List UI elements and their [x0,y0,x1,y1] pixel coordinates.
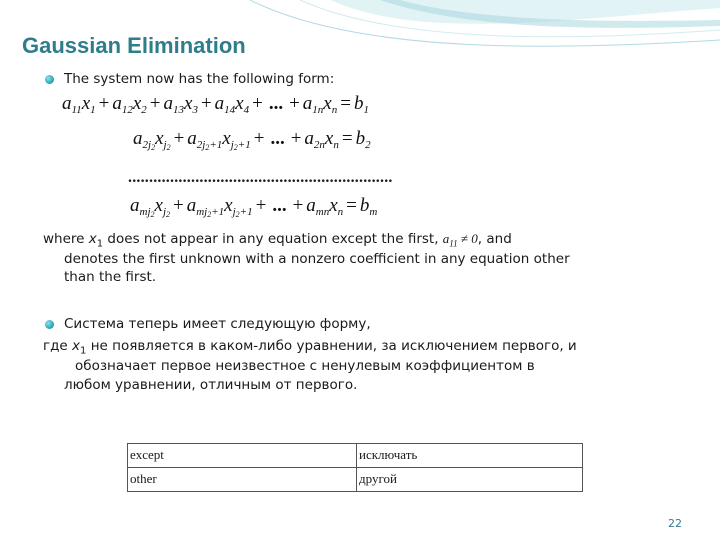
bullet-icon [45,75,54,84]
equation-row-m: $a_{mj_2}x_{j_2} + a_{mj_2+1}x_{j_2+1}$ + ... + $a_{mn}x_n = b_m$ [130,195,378,219]
equation-row-1: $a_{11}x_1 + a_{12}x_2 + a_{13}x_3 + a_{14}x_4$ + ... + $a_{1n}x_n = b_1$ [62,93,369,116]
vocab-en-cell: other [128,468,357,492]
where-en-line-2: denotes the first unknown with a nonzero coefficient in any equation other [64,251,570,267]
where-ru-line-1: где $x_1$ не появляется в каком-либо уравнении, за исключением первого, и [43,338,577,357]
equation-ellipsis-row: ............................................................... [128,169,393,186]
bullet-text-system-form: The system now has the following form: [64,71,335,87]
where-en-line-1: where $x_1$ does not appear in any equation except the first, $a_{11} \ne 0$, and [43,231,512,250]
vocab-ru-cell: исключать [357,444,583,468]
slide-title: Gaussian Elimination [22,33,246,58]
bullet-icon [45,320,54,329]
where-en-line-3: than the first. [64,269,157,285]
table-row [128,468,583,492]
where-ru-line-2: обозначает первое неизвестное с ненулевым коэффициентом в [75,358,535,374]
vocabulary-table [127,443,583,492]
where-ru-line-3: любом уравнении, отличным от первого. [64,377,358,393]
bullet-text-system-form-ru: Система теперь имеет следующую форму, [64,316,371,332]
equation-row-2: $a_{2j_2}x_{j_2} + a_{2j_2+1}x_{j_2+1}$ + ... + $a_{2n}x_n = b_2$ [133,128,371,152]
vocab-en-cell: except [128,444,357,468]
vocab-ru-cell: другой [357,468,583,492]
page-number: 22 [668,517,682,530]
table-row [128,444,583,468]
